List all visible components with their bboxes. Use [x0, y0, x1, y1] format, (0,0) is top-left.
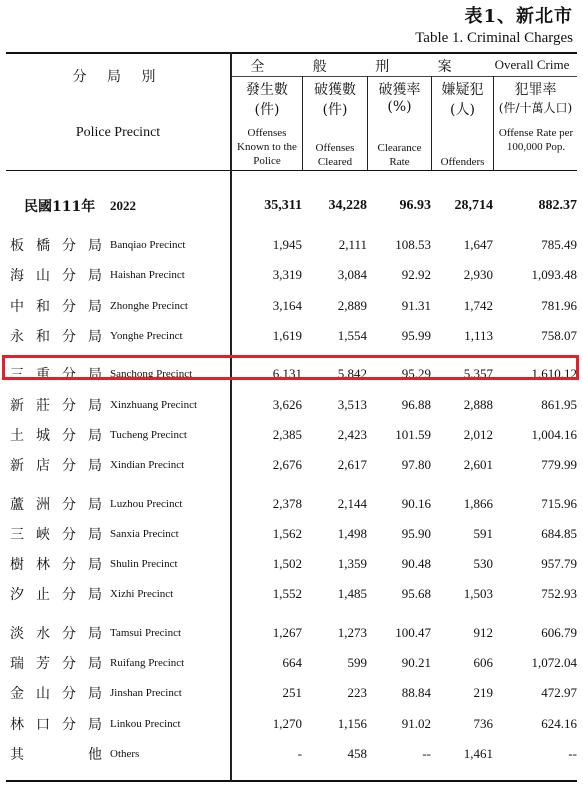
table-row: [6, 230, 577, 260]
cell-offenders: 1,866: [463, 495, 493, 511]
cell-known: 1,619: [272, 328, 302, 344]
cell-offenders: 606: [473, 655, 493, 670]
cell-known: 2,676: [272, 457, 302, 473]
precinct-name-en: Tamsui Precinct: [110, 626, 182, 639]
precinct-name-en: Sanchong Precinct: [110, 368, 193, 381]
cell-rate: 96.88: [401, 396, 431, 412]
cell-known: 3,626: [272, 396, 302, 412]
table-row: [6, 450, 577, 480]
total-cleared: 34,228: [328, 198, 367, 213]
cell-offenders: 2,888: [463, 396, 493, 412]
cell-rate: 90.16: [401, 495, 431, 511]
cell-crime-rate: 957.79: [541, 556, 577, 572]
cell-rate: 90.21: [401, 655, 431, 670]
cell-known: 1,502: [272, 556, 302, 572]
col-header-rate-unit: (%): [387, 99, 412, 115]
precinct-name-en: Tucheng Precinct: [110, 428, 187, 441]
group-spacer-cell: [6, 480, 577, 488]
cell-known: 1,945: [272, 237, 302, 253]
cell-cleared: 223: [347, 685, 367, 701]
cell-offenders: 219: [473, 685, 493, 701]
cell-rate: 101.59: [395, 426, 431, 442]
total-known: 35,311: [264, 198, 302, 213]
total-label-zh: 民國111年: [24, 199, 96, 215]
precinct-name-en: Banqiao Precinct: [110, 239, 186, 252]
cell-known: -: [297, 745, 302, 761]
cell-cleared: 2,111: [338, 237, 367, 253]
col-header-known-en: Offenses Known to the Police: [237, 127, 297, 167]
table-row: [6, 739, 577, 769]
precinct-name-zh: [6, 648, 110, 678]
cell-offenders: 1,742: [463, 297, 493, 313]
cell-rate: 108.53: [395, 237, 431, 253]
criminal-charges-table: [6, 190, 577, 769]
overall-header-en: Overall Crime: [494, 57, 570, 72]
cell-crime-rate: 1,004.16: [531, 426, 577, 442]
cell-crime-rate: 715.96: [541, 495, 577, 511]
cell-crime-rate: 752.93: [541, 586, 577, 602]
precinct-name-zh: [6, 389, 110, 419]
col-header-rate-zh: 破獲率: [378, 82, 421, 98]
cell-rate: 100.47: [395, 624, 431, 640]
precinct-name-zh-text: 林 口 分 局: [10, 716, 102, 733]
total-offenders: 28,714: [454, 198, 493, 213]
col-header-crime-rate-unit: (件/十萬人口): [498, 101, 573, 115]
precinct-name-zh: [6, 549, 110, 579]
cell-rate: 95.90: [401, 525, 431, 541]
cell-known: 3,319: [272, 267, 302, 283]
precinct-name-zh-text: 汐 止 分 局: [10, 587, 102, 604]
precinct-name-zh-text: 樹 林 分 局: [10, 557, 102, 574]
cell-cleared: 3,084: [337, 267, 367, 283]
table-row: [6, 420, 577, 450]
precinct-name-zh-text: 海 山 分 局: [10, 268, 102, 285]
cell-known: 251: [282, 685, 302, 701]
cell-crime-rate: 624.16: [541, 715, 577, 731]
precinct-name-zh: [6, 230, 110, 260]
precinct-name-zh-text: 其 他: [10, 746, 102, 763]
cell-offenders: 1,461: [463, 745, 493, 761]
cell-rate: 90.48: [401, 556, 431, 572]
precinct-name-en: Sanxia Precinct: [110, 527, 179, 540]
table-row: [6, 291, 577, 321]
cell-rate: 91.31: [401, 297, 431, 313]
table-row: [6, 708, 577, 738]
cell-cleared: 1,156: [337, 715, 367, 731]
cell-cleared: 1,485: [337, 586, 367, 602]
cell-crime-rate: --: [568, 745, 577, 761]
cell-known: 1,562: [272, 525, 302, 541]
precinct-name-en: Jinshan Precinct: [110, 687, 182, 700]
cell-rate: 92.92: [401, 267, 431, 283]
cell-cleared: 2,617: [337, 457, 367, 473]
precinct-name-en: Xindian Precinct: [110, 459, 185, 472]
cell-rate: --: [422, 745, 431, 761]
cell-cleared: 5,842: [337, 366, 367, 382]
cell-cleared: 2,423: [337, 426, 367, 442]
header-bottom-rule: [6, 170, 577, 171]
cell-known: 2,385: [272, 426, 302, 442]
precinct-name-zh-text: 金 山 分 局: [10, 686, 102, 703]
precinct-header-zh: 分 局 別: [72, 69, 164, 85]
table-title-zh: 表1、新北市: [464, 6, 573, 27]
cell-known: 6,131: [272, 366, 302, 382]
precinct-name-en: Yonghe Precinct: [110, 330, 183, 343]
overall-underline: [232, 76, 577, 77]
precinct-name-zh: [6, 291, 110, 321]
cell-known: 2,378: [272, 495, 302, 511]
col-header-offenders-unit: (人): [450, 102, 475, 118]
cell-cleared: 1,498: [337, 525, 367, 541]
precinct-header-en: Police Precinct: [75, 125, 161, 140]
cell-known: 1,270: [272, 715, 302, 731]
cell-rate: 95.29: [401, 366, 431, 382]
precinct-name-en: Linkou Precinct: [110, 717, 181, 730]
cell-crime-rate: 785.49: [541, 237, 577, 253]
precinct-name-zh-text: 新 店 分 局: [10, 458, 102, 475]
cell-rate: 95.99: [401, 328, 431, 344]
precinct-name-zh-text: 永 和 分 局: [10, 329, 102, 346]
col-header-known-zh: 發生數: [246, 82, 288, 98]
precinct-name-zh: [6, 420, 110, 450]
cell-rate: 95.68: [401, 586, 431, 602]
precinct-name-en: Xizhi Precinct: [110, 588, 174, 601]
group-spacer: [6, 480, 577, 488]
table-row-total: [6, 190, 577, 222]
cell-offenders: 591: [473, 525, 493, 541]
cell-cleared: 1,554: [337, 328, 367, 344]
cell-cleared: 2,889: [337, 297, 367, 313]
total-rate: 96.93: [399, 198, 431, 213]
cell-cleared: 458: [347, 745, 367, 761]
cell-cleared: 2,144: [337, 495, 367, 511]
cell-crime-rate: 781.96: [541, 297, 577, 313]
precinct-name-zh: [6, 450, 110, 480]
top-rule: [6, 52, 577, 54]
group-spacer: [6, 222, 577, 230]
col-header-crime-rate-en: Offense Rate per 100,000 Pop.: [498, 127, 574, 153]
group-spacer-cell: [6, 222, 577, 230]
cell-offenders: 1,503: [463, 586, 493, 602]
sanchong-highlight-box: [2, 355, 579, 380]
cell-crime-rate: 1,610.12: [531, 366, 577, 382]
precinct-name-zh-text: 蘆 洲 分 局: [10, 496, 102, 513]
precinct-name-zh: [6, 678, 110, 708]
precinct-name-en: Others: [110, 747, 140, 760]
cell-cleared: 1,273: [337, 624, 367, 640]
cell-offenders: 5,357: [463, 366, 493, 382]
col-header-cleared-zh: 破獲數: [314, 82, 356, 98]
col-header-offenders-en: Offenders: [440, 156, 485, 168]
cell-offenders: 2,930: [463, 267, 493, 283]
precinct-name-zh: [6, 321, 110, 351]
cell-offenders: 912: [473, 624, 493, 640]
cell-offenders: 2,012: [463, 426, 493, 442]
precinct-name-zh-text: 中 和 分 局: [10, 298, 102, 315]
cell-crime-rate: 758.07: [541, 328, 577, 344]
precinct-name-zh-text: 瑞 芳 分 局: [10, 656, 102, 672]
col-header-crime-rate-zh: 犯罪率: [514, 82, 557, 98]
table-row: [6, 579, 577, 609]
cell-offenders: 736: [473, 715, 493, 731]
table-row: [6, 519, 577, 549]
table-body: [6, 190, 577, 769]
group-spacer: [6, 610, 577, 618]
cell-crime-rate: 606.79: [541, 624, 577, 640]
cell-crime-rate: 1,093.48: [531, 267, 577, 283]
cell-crime-rate: 1,072.04: [531, 655, 577, 670]
cell-crime-rate: 472.97: [541, 685, 577, 701]
precinct-name-zh-text: 淡 水 分 局: [10, 625, 102, 642]
precinct-name-zh: [6, 739, 110, 769]
table-row: [6, 488, 577, 518]
precinct-name-zh: [6, 708, 110, 738]
precinct-name-zh: [6, 519, 110, 549]
cell-cleared: 3,513: [337, 396, 367, 412]
total-label-en: 2022: [110, 198, 136, 213]
precinct-name-zh-text: 土 城 分 局: [10, 427, 102, 444]
cell-known: 664: [282, 655, 302, 670]
cell-known: 3,164: [272, 297, 302, 313]
precinct-name-en: Shulin Precinct: [110, 558, 178, 571]
cell-offenders: 2,601: [463, 457, 493, 473]
precinct-name-zh-text: 新 莊 分 局: [10, 397, 102, 414]
precinct-name-zh-text: 三 重 分 局: [10, 367, 102, 384]
cell-crime-rate: 861.95: [541, 396, 577, 412]
precinct-name-zh: [6, 579, 110, 609]
cell-cleared: 599: [347, 655, 367, 670]
precinct-name-zh-text: 三 峽 分 局: [10, 526, 102, 543]
bottom-rule: [6, 780, 577, 782]
table-row: [6, 321, 577, 351]
col-header-offenders-zh: 嫌疑犯: [441, 82, 484, 98]
precinct-name-zh-text: 板 橋 分 局: [10, 238, 102, 255]
cell-rate: 88.84: [401, 685, 431, 701]
precinct-name-en: Haishan Precinct: [110, 269, 185, 282]
precinct-name-zh: [6, 260, 110, 290]
table-row: [6, 260, 577, 290]
group-spacer-cell: [6, 610, 577, 618]
total-crime-rate: 882.37: [538, 198, 577, 213]
cell-known: 1,552: [272, 586, 302, 602]
cell-cleared: 1,359: [337, 556, 367, 572]
table-row: [6, 618, 577, 648]
table-row: [6, 648, 577, 678]
cell-rate: 91.02: [401, 715, 431, 731]
cell-offenders: 530: [473, 556, 493, 572]
precinct-name-en: Ruifang Precinct: [110, 657, 185, 669]
table-row: [6, 549, 577, 579]
precinct-name-zh: [6, 488, 110, 518]
precinct-name-en: Xinzhuang Precinct: [110, 398, 198, 411]
col-header-cleared-unit: (件): [322, 102, 348, 118]
overall-header-zh: 全 般 刑 案: [250, 59, 474, 75]
precinct-name-zh: [6, 618, 110, 648]
table-row: [6, 389, 577, 419]
precinct-name-en: Zhonghe Precinct: [110, 299, 188, 312]
precinct-name-en: Luzhou Precinct: [110, 497, 183, 510]
table-title-en: Table 1. Criminal Charges: [415, 30, 573, 46]
col-header-rate-en: Clearance Rate: [377, 142, 422, 168]
table-row: [6, 678, 577, 708]
cell-offenders: 1,647: [463, 237, 493, 253]
cell-crime-rate: 779.99: [541, 457, 577, 473]
cell-crime-rate: 684.85: [541, 525, 577, 541]
col-header-cleared-en: Offenses Cleared: [315, 142, 355, 168]
cell-offenders: 1,113: [464, 328, 493, 344]
col-header-known-unit: (件): [254, 102, 280, 118]
cell-rate: 97.80: [401, 457, 431, 473]
cell-known: 1,267: [272, 624, 302, 640]
